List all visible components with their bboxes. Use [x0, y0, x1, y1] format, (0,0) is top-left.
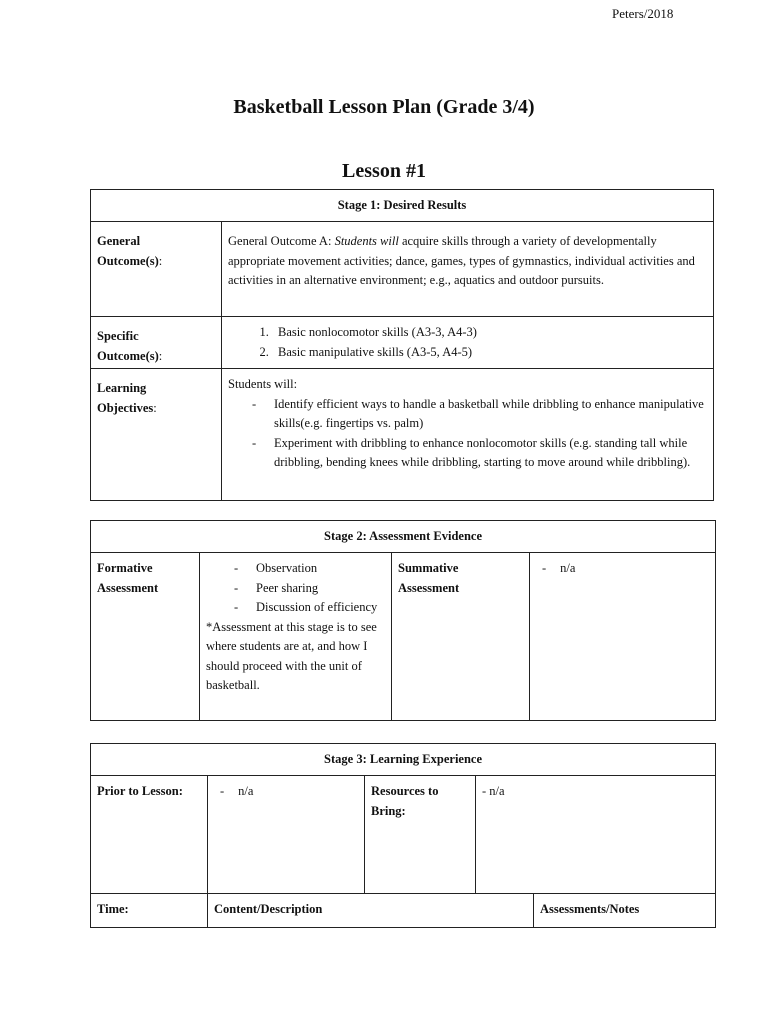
learning-item: - Experiment with dribbling to enhance nonlocomotor skills (e.g. standing tall while dribbling, bending knees while dribbling, starting to move around while dribbling). — [252, 435, 691, 469]
learning-intro: Students will: — [228, 377, 298, 391]
specific-item: 2. Basic manipulative skills (A3-5, A4-5) — [272, 343, 707, 363]
prior-lesson-content: - n/a — [208, 776, 365, 894]
learning-label-line1: Learning — [97, 381, 147, 395]
resources-label-line2: Bring: — [371, 803, 406, 818]
document-title: Basketball Lesson Plan (Grade 3/4) — [233, 96, 535, 118]
learning-objectives-label — [91, 369, 222, 501]
assessments-column-header: Assessments/Notes — [534, 894, 716, 928]
formative-content — [200, 553, 392, 721]
specific-outcome-list — [222, 317, 714, 369]
general-italic: Students will — [334, 234, 399, 248]
formative-note: *Assessment at this stage is to see where students are at, and how I should proceed with the unit of basketball. — [206, 619, 377, 692]
learning-label-colon: : — [153, 400, 157, 415]
learning-label-line2: Objectives — [97, 400, 154, 415]
formative-item: - Discussion of efficiency — [234, 600, 378, 614]
summative-label — [392, 553, 530, 721]
time-column-header: Time: — [91, 894, 208, 928]
stage2-heading: Stage 2: Assessment Evidence — [91, 521, 716, 553]
resources-label-line1: Resources to — [371, 784, 439, 798]
formative-label-line2: Assessment — [97, 580, 159, 595]
general-label-line1: General — [97, 234, 141, 248]
lesson-number: Lesson #1 — [342, 160, 426, 182]
content-column-header: Content/Description — [208, 894, 534, 928]
general-label-line2: Outcome(s) — [97, 253, 159, 268]
specific-label-line2: Outcome(s) — [97, 348, 159, 363]
stage2-table — [90, 520, 716, 721]
prior-lesson-label: Prior to Lesson: — [91, 776, 208, 894]
stage3-table — [90, 743, 716, 928]
stage3-heading: Stage 3: Learning Experience — [91, 744, 716, 776]
formative-item: - Peer sharing — [234, 580, 319, 595]
summative-value: n/a — [560, 561, 576, 575]
resources-content: - n/a — [476, 776, 716, 894]
formative-label — [91, 553, 200, 721]
summative-label-line1: Summative — [398, 561, 459, 575]
resources-label — [365, 776, 476, 894]
general-outcome-label — [91, 222, 222, 317]
formative-item: - Observation — [234, 561, 318, 575]
general-label-colon: : — [158, 253, 163, 268]
specific-outcome-label — [91, 317, 222, 369]
prior-lesson-value: n/a — [238, 784, 254, 798]
formative-label-line1: Formative — [97, 561, 153, 575]
learning-objectives-text — [222, 369, 714, 501]
header-author-year: Peters/2018 — [612, 6, 674, 21]
specific-item: 1. Basic nonlocomotor skills (A3-3, A4-3) — [272, 323, 707, 343]
summative-label-line2: Assessment — [398, 580, 460, 595]
learning-item: - Identify efficient ways to handle a basketball while dribbling to enhance manipulative skills(e.g. fingertips vs. palm) — [252, 396, 704, 430]
general-outcome-text — [222, 222, 714, 317]
specific-label-colon: : — [158, 348, 163, 363]
general-rest: acquire skills through a variety of developmentally appropriate movement activities; dance, games, types of gymnastics, individual activities and activities in an alternative environment; e.g., aquatics and outdoor pursuits. — [228, 234, 695, 287]
summative-content: - n/a — [530, 553, 716, 721]
general-prefix: General Outcome A: — [228, 234, 335, 248]
stage1-heading: Stage 1: Desired Results — [91, 190, 714, 222]
stage1-table — [90, 189, 714, 501]
specific-label-line1: Specific — [97, 329, 139, 343]
